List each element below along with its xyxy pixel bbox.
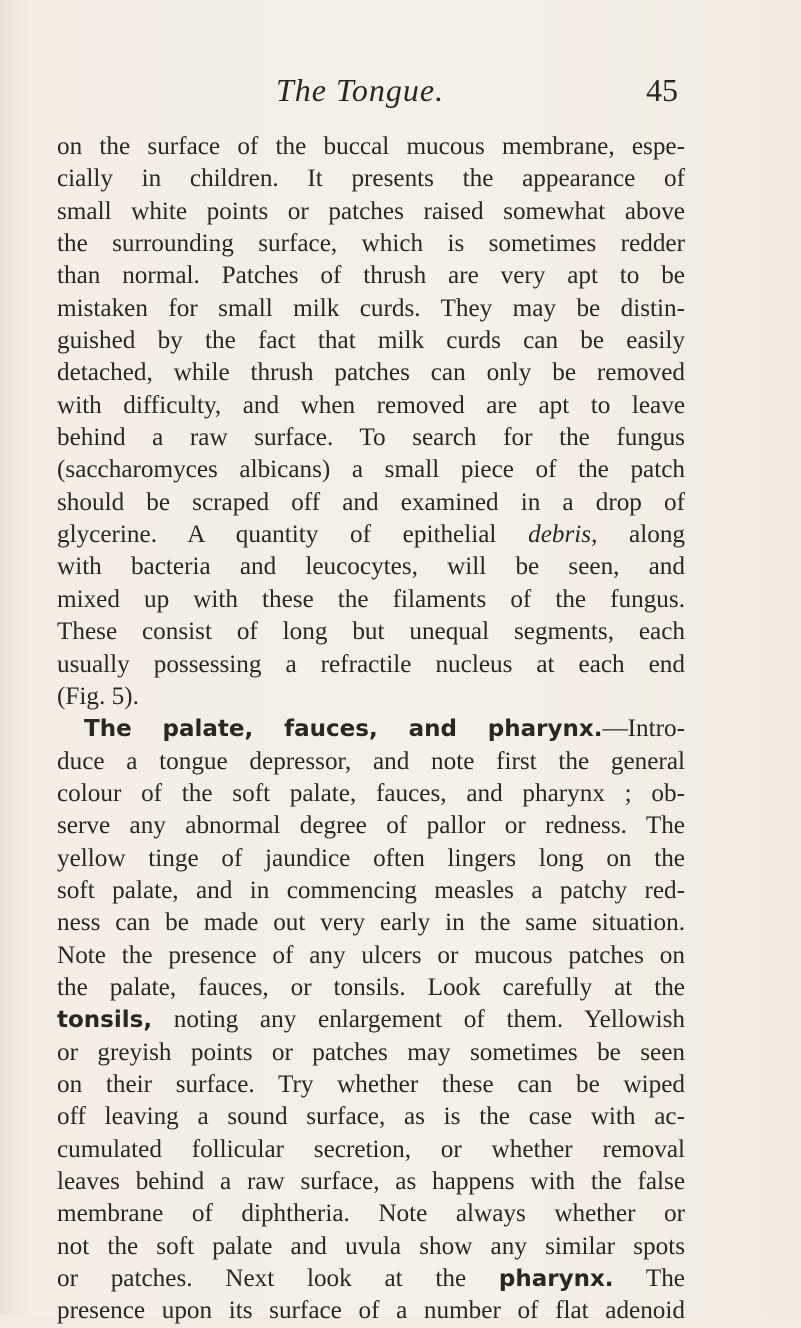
text-line: not the soft palate and uvula show any similar spots: [57, 1232, 685, 1260]
text-line: These consist of long but unequal segments, each: [57, 618, 685, 646]
body-text: [57, 131, 685, 1328]
text-run: The: [613, 1265, 685, 1293]
text-line: soft palate, and in commencing measles a patchy red-: [57, 876, 685, 904]
bold-term: tonsils,: [57, 1007, 153, 1034]
text-line: with bacteria and leucocytes, will be seen, and: [57, 553, 685, 581]
text-run: or patches. Next look at the: [57, 1265, 467, 1293]
text-line: presence upon its surface of a number of flat adenoid: [57, 1297, 685, 1325]
text-run: noting any enlargement of them. Yellowish: [152, 1006, 685, 1034]
text-line: mistaken for small milk curds. They may be distin-: [57, 294, 685, 322]
text-line: should be scraped off and examined in a drop of: [57, 488, 685, 516]
text-line: on their surface. Try whether these can be wiped: [57, 1070, 685, 1098]
text-line: off leaving a sound surface, as is the case with ac-: [57, 1103, 685, 1131]
bold-term: pharynx.: [498, 1266, 614, 1293]
text-line: mixed up with these the filaments of the fungus.: [57, 585, 685, 613]
text-line: duce a tongue depressor, and note first the general: [57, 747, 685, 775]
text-line: membrane of diphtheria. Note always whether or: [57, 1200, 685, 1228]
text-line: guished by the fact that milk curds can be easily: [57, 327, 685, 355]
text-line: ness can be made out very early in the same situation.: [57, 909, 685, 937]
text-line: serve any abnormal degree of pallor or redness. The: [57, 812, 685, 840]
text-line: (Fig. 5).: [57, 682, 139, 710]
text-line: cially in children. It presents the appearance of: [57, 165, 685, 193]
running-title: The Tongue.: [276, 72, 445, 108]
text-line: yellow tinge of jaundice often lingers long on the: [57, 844, 685, 872]
text-line: usually possessing a refractile nucleus at each end: [57, 650, 685, 678]
text-line: (saccharomyces albicans) a small piece of the patch: [57, 456, 685, 484]
text-run: glycerine. A quantity of epithelial: [57, 521, 497, 549]
text-line: detached, while thrush patches can only be removed: [57, 359, 685, 387]
text-line: or greyish points or patches may sometimes be seen: [57, 1038, 685, 1066]
text-line: [57, 1263, 685, 1295]
text-line: colour of the soft palate, fauces, and pharynx ; ob-: [57, 779, 685, 807]
text-run: , along: [591, 521, 686, 549]
text-run: —Intro-: [602, 715, 685, 743]
text-line: [57, 519, 685, 551]
text-line: on the surface of the buccal mucous membrane, espe-: [57, 133, 685, 160]
text-line: [57, 1004, 685, 1036]
text-line: with difficulty, and when removed are apt to leave: [57, 391, 685, 419]
text-line: behind a raw surface. To search for the fungus: [57, 424, 685, 452]
text-line: than normal. Patches of thrush are very apt to be: [57, 262, 685, 290]
page-number: 45: [646, 72, 678, 108]
section-heading-line: [57, 713, 685, 745]
text-line: cumulated follicular secretion, or whether removal: [57, 1135, 685, 1163]
section-heading: The palate, fauces, and pharynx.: [84, 716, 603, 743]
text-line: small white points or patches raised somewhat above: [57, 197, 685, 225]
text-line: the palate, fauces, or tonsils. Look carefully at the: [57, 973, 685, 1001]
text-line: leaves behind a raw surface, as happens with the false: [57, 1168, 685, 1195]
italic-term: debris: [528, 521, 592, 549]
text-line: the surrounding surface, which is sometimes redder: [57, 230, 685, 258]
text-line: Note the presence of any ulcers or mucous patches on: [57, 941, 685, 969]
running-head: [0, 72, 801, 112]
